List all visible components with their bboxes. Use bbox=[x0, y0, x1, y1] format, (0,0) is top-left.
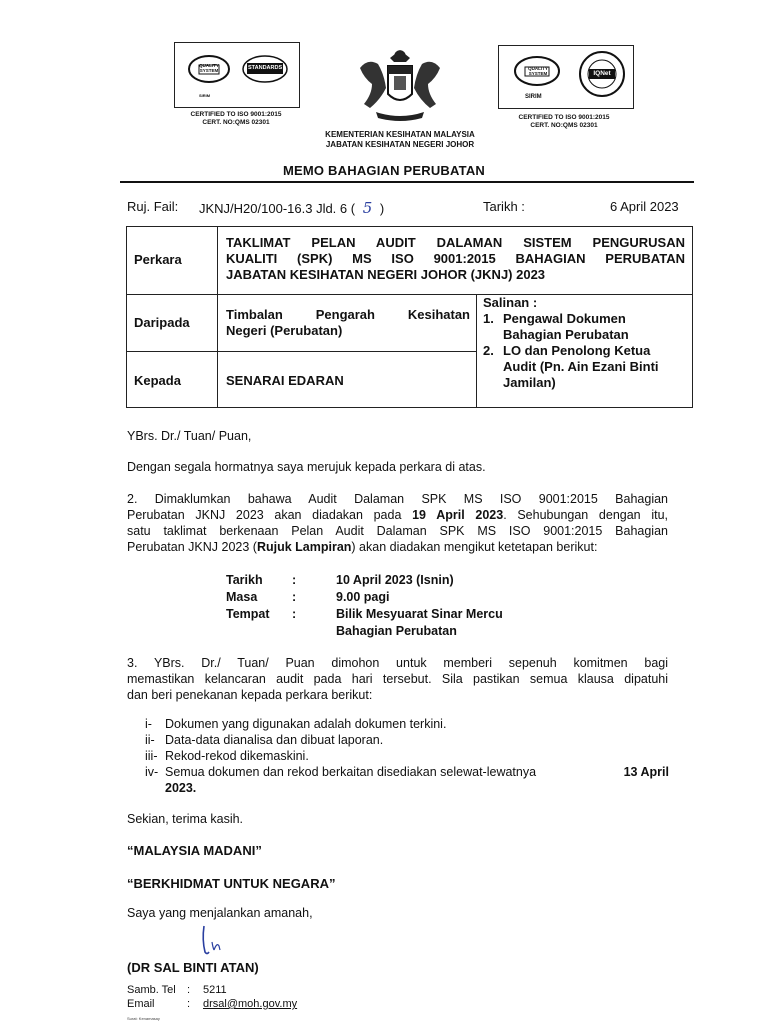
schedule-label bbox=[226, 623, 292, 640]
salinan-item-text: Jamilan) bbox=[503, 375, 556, 390]
daripada-label: Daripada bbox=[134, 315, 190, 330]
table-border-right bbox=[692, 226, 693, 408]
coat-of-arms-icon bbox=[350, 48, 450, 126]
kepada-label: Kepada bbox=[134, 373, 181, 388]
salinan-block bbox=[483, 295, 688, 391]
list-item bbox=[145, 732, 669, 748]
salinan-label: Salinan : bbox=[483, 295, 538, 310]
schedule-row bbox=[226, 606, 503, 623]
reference-handwritten-number: 5 bbox=[362, 199, 373, 217]
paragraph-3-line: memastikan kelancaran audit pada hari tersebut. Sila pastikan semua klausa dipatuhi bbox=[127, 672, 668, 686]
phone-separator: : bbox=[187, 984, 191, 996]
paragraph-2-line bbox=[127, 539, 668, 555]
list-item-deadline-year: 2023. bbox=[165, 781, 197, 795]
right-badge-iqnet-text: IQNet bbox=[593, 70, 611, 77]
salinan-item-text: Pengawal Dokumen bbox=[503, 311, 626, 326]
salinan-item bbox=[483, 311, 688, 327]
schedule-value: Bahagian Perubatan bbox=[336, 624, 457, 638]
schedule-label: Tempat bbox=[226, 607, 270, 621]
email-label: Email bbox=[127, 998, 155, 1010]
list-item-text: Semua dokumen dan rekod berkaitan disediakan selewat-lewatnya bbox=[165, 765, 537, 779]
schedule-separator: : bbox=[292, 573, 297, 587]
list-item-text-row bbox=[165, 764, 669, 780]
slogan-berkhidmat: “BERKHIDMAT UNTUK NEGARA” bbox=[127, 876, 336, 891]
list-item-text: Data-data dianalisa dan dibuat laporan. bbox=[165, 733, 384, 747]
left-badge-quality-text: QUALITY SYSTEM bbox=[199, 63, 219, 73]
list-item-text: Dokumen yang digunakan adalah dokumen terkini. bbox=[165, 717, 447, 731]
list-item-deadline: 13 April bbox=[623, 765, 669, 779]
table-border-top bbox=[126, 226, 693, 227]
schedule-value: Bilik Mesyuarat Sinar Mercu bbox=[336, 607, 503, 621]
list-item-text: Rekod-rekod dikemaskini. bbox=[165, 749, 309, 763]
memo-info-table bbox=[126, 226, 693, 408]
paragraph-2-line bbox=[127, 507, 668, 523]
reference-label: Ruj. Fail: bbox=[127, 199, 179, 214]
table-salinan-divider bbox=[476, 294, 477, 408]
header-divider bbox=[120, 181, 694, 183]
right-badge-quality-text: QUALITY SYSTEM bbox=[528, 66, 548, 76]
paragraph-2-text: . Sehubungan dengan itu, bbox=[503, 508, 668, 522]
ministry-heading bbox=[300, 130, 500, 150]
signature-mark-icon bbox=[198, 922, 238, 958]
perkara-label: Perkara bbox=[134, 252, 182, 267]
paragraph-2-line: 2. Dimaklumkan bahawa Audit Dalaman SPK MS ISO 9001:2015 Bahagian bbox=[127, 492, 668, 506]
schedule-separator: : bbox=[292, 590, 297, 604]
perkara-text bbox=[226, 235, 685, 283]
list-item-number: iv- bbox=[145, 765, 159, 779]
trust-line: Saya yang menjalankan amanah, bbox=[127, 906, 313, 920]
paragraph-2-text: ) akan diadakan mengikut ketetapan berikut: bbox=[351, 540, 598, 554]
list-item bbox=[145, 716, 669, 732]
footnote: Surat: Kenamasay bbox=[127, 1016, 160, 1021]
right-cert-text bbox=[502, 114, 626, 130]
email-row bbox=[127, 998, 297, 1010]
left-cert-text bbox=[174, 111, 298, 127]
list-item bbox=[145, 748, 669, 764]
reference-number: JKNJ/H20/100-16.3 Jld. 6 ( bbox=[199, 201, 356, 216]
daripada-line: Negeri (Perubatan) bbox=[226, 323, 343, 338]
phone-value: 5211 bbox=[203, 984, 227, 996]
list-item-number: ii- bbox=[145, 733, 155, 747]
email-link[interactable]: drsal@moh.gov.my bbox=[203, 998, 298, 1010]
schedule-row bbox=[226, 572, 503, 589]
coat-of-arms-emblem bbox=[350, 48, 450, 126]
daripada-text bbox=[226, 307, 470, 339]
paragraph-3-line: 3. YBrs. Dr./ Tuan/ Puan dimohon untuk memberi sepenuh komitmen bagi bbox=[127, 656, 668, 670]
salinan-item bbox=[483, 343, 688, 359]
list-item-number: iii- bbox=[145, 749, 158, 763]
list-item bbox=[145, 764, 669, 780]
salinan-item-number: 1. bbox=[483, 311, 494, 326]
table-border-left bbox=[126, 226, 127, 408]
certification-badges-icon bbox=[175, 43, 299, 107]
schedule-separator: : bbox=[292, 607, 297, 621]
schedule-label: Tarikh bbox=[226, 573, 263, 587]
perkara-line: TAKLIMAT PELAN AUDIT DALAMAN SISTEM PENGURUSAN bbox=[226, 235, 685, 250]
right-certification-logo bbox=[498, 45, 634, 109]
reference-value bbox=[199, 199, 384, 217]
paragraph-2-text: Perubatan JKNJ 2023 akan diadakan pada bbox=[127, 508, 413, 522]
handwritten-signature bbox=[198, 922, 238, 958]
right-cert-line1: CERTIFIED TO ISO 9001:2015 bbox=[518, 114, 610, 121]
salinan-item-text: LO dan Penolong Ketua bbox=[503, 343, 651, 358]
left-badge-sirim-text: SIRIM bbox=[199, 93, 211, 98]
paragraph-2-line: satu taklimat berkenaan Pelan Audit Dalaman SPK MS ISO 9001:2015 Bahagian bbox=[127, 524, 668, 538]
email-separator: : bbox=[187, 998, 191, 1010]
list-item-number: i- bbox=[145, 717, 152, 731]
daripada-line: Timbalan Pengarah Kesihatan bbox=[226, 307, 470, 322]
briefing-schedule bbox=[226, 572, 503, 640]
reference-close: ) bbox=[379, 201, 385, 216]
table-col-divider bbox=[217, 226, 218, 408]
left-certification-logo bbox=[174, 42, 300, 108]
schedule-value: 9.00 pagi bbox=[336, 590, 390, 604]
salinan-item-text: Bahagian Perubatan bbox=[503, 327, 629, 342]
table-row-divider-2 bbox=[126, 351, 476, 352]
salinan-item-text: Audit (Pn. Ain Ezani Binti bbox=[503, 359, 659, 374]
schedule-value: 10 April 2023 (Isnin) bbox=[336, 573, 454, 587]
right-badge-sirim-text: SIRIM bbox=[525, 94, 542, 100]
schedule-label: Masa bbox=[226, 590, 258, 604]
perkara-line: JABATAN KESIHATAN NEGERI JOHOR (JKNJ) 2023 bbox=[226, 267, 546, 282]
kepada-value: SENARAI EDARAN bbox=[226, 373, 344, 388]
paragraph-3 bbox=[127, 655, 668, 703]
salinan-item-number: 2. bbox=[483, 343, 494, 358]
schedule-row bbox=[226, 623, 503, 640]
phone-label: Samb. Tel bbox=[127, 984, 176, 996]
schedule-row bbox=[226, 589, 503, 606]
left-cert-line1: CERTIFIED TO ISO 9001:2015 bbox=[190, 111, 282, 118]
date-label: Tarikh : bbox=[483, 199, 525, 214]
signer-name: (DR SAL BINTI ATAN) bbox=[127, 960, 259, 975]
emphasis-list bbox=[145, 716, 669, 796]
phone-row bbox=[127, 984, 227, 996]
opening-sentence: Dengan segala hormatnya saya merujuk kepada perkara di atas. bbox=[127, 460, 486, 474]
paragraph-2-attachment-ref: Rujuk Lampiran bbox=[256, 540, 352, 554]
ministry-line2: JABATAN KESIHATAN NEGERI JOHOR bbox=[325, 140, 475, 149]
schedule-separator bbox=[292, 623, 336, 640]
left-badge-standards-text: STANDARDS bbox=[248, 65, 283, 71]
date-value: 6 April 2023 bbox=[610, 199, 679, 214]
paragraph-2-date: 19 April 2023 bbox=[412, 508, 504, 522]
paragraph-2-text: Perubatan JKNJ 2023 ( bbox=[127, 540, 257, 554]
salutation: YBrs. Dr./ Tuan/ Puan, bbox=[127, 429, 252, 443]
closing-sentence: Sekian, terima kasih. bbox=[127, 812, 244, 826]
right-cert-line2: CERT. NO:QMS 02301 bbox=[530, 122, 598, 129]
paragraph-3-line: dan beri penekanan kepada perkara berikut: bbox=[127, 688, 373, 702]
certification-badges-icon bbox=[499, 46, 633, 108]
perkara-line: KUALITI (SPK) MS ISO 9001:2015 BAHAGIAN PERUBATAN bbox=[226, 251, 685, 266]
memo-title: MEMO BAHAGIAN PERUBATAN bbox=[283, 163, 485, 178]
left-cert-line2: CERT. NO:QMS 02301 bbox=[202, 119, 270, 126]
paragraph-2 bbox=[127, 491, 668, 555]
ministry-line1: KEMENTERIAN KESIHATAN MALAYSIA bbox=[325, 130, 475, 139]
table-border-bottom bbox=[126, 407, 693, 408]
slogan-malaysia-madani: “MALAYSIA MADANI” bbox=[127, 843, 262, 858]
